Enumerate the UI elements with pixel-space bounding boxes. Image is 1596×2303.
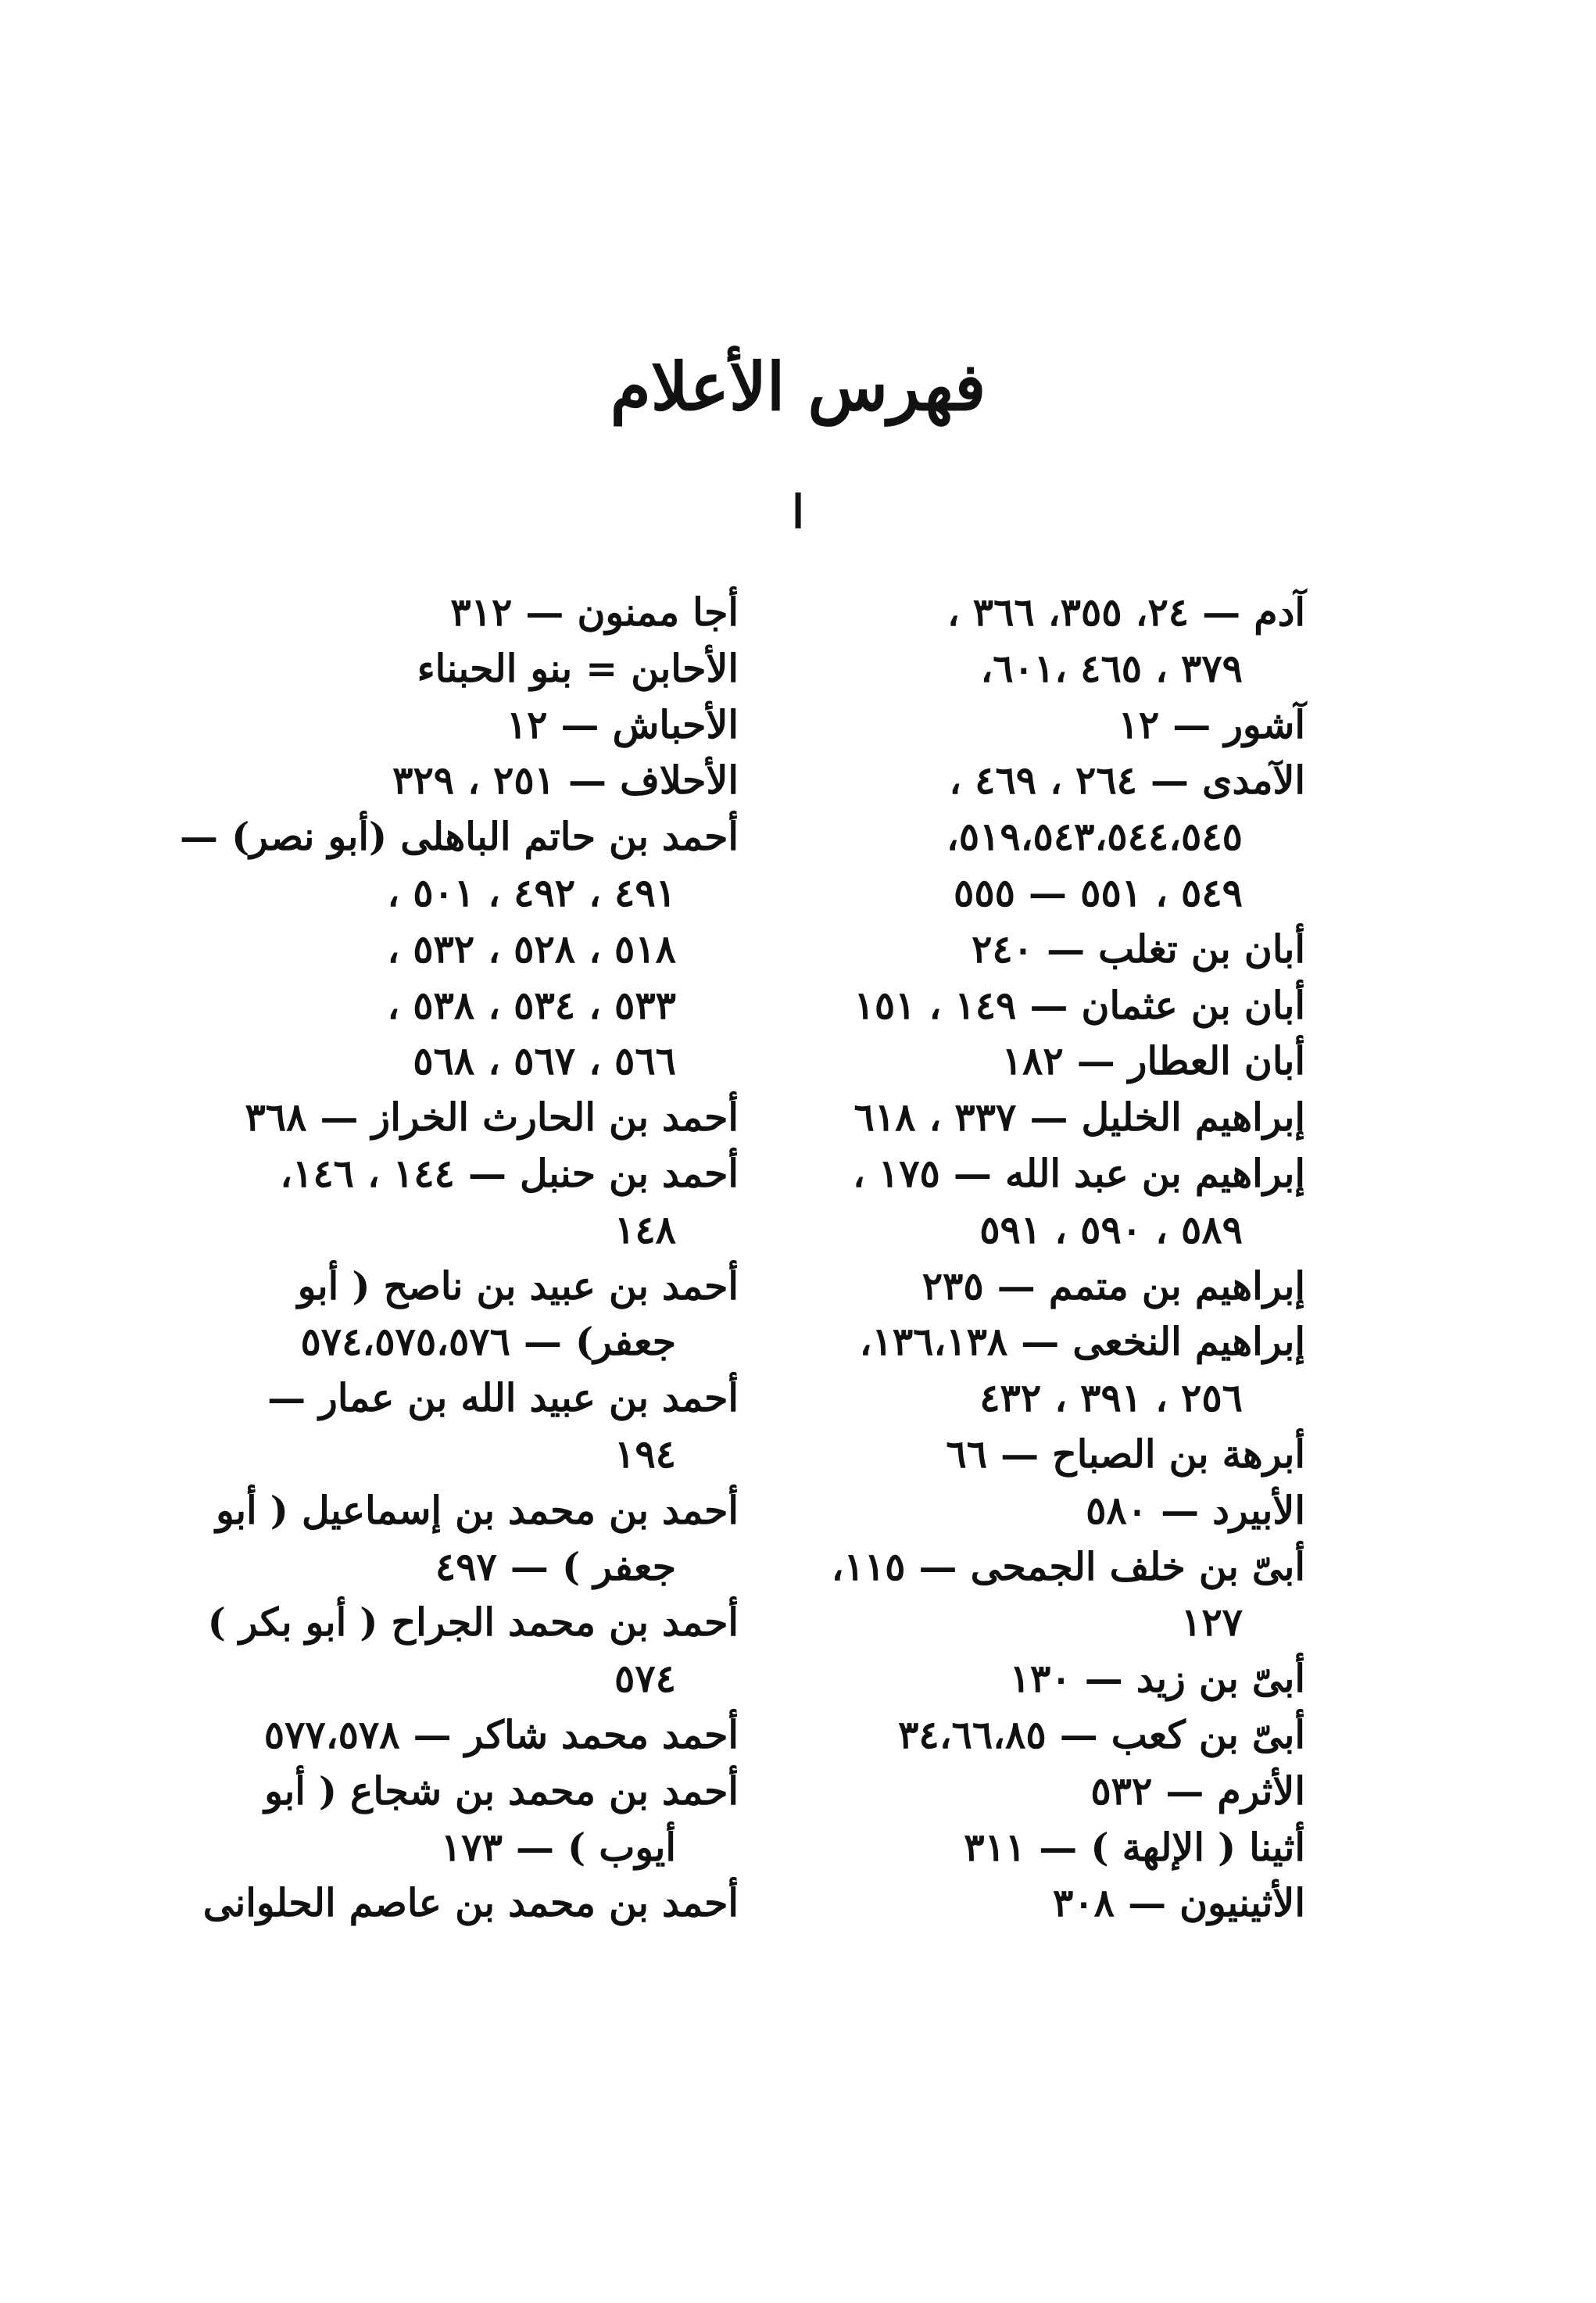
index-entry-continuation: ٥١٨ ، ٥٢٨ ، ٥٣٢ ، xyxy=(387,926,676,972)
index-entry: أبان العطار — ١٨٢ xyxy=(1001,1038,1305,1084)
index-entry-continuation: جعفر ) — ٤٩٧ xyxy=(435,1543,676,1589)
index-entry: أحمد بن حنبل — ١٤٤ ، ١٤٦، xyxy=(280,1150,739,1196)
index-entry: الأبيرد — ٥٨٠ xyxy=(1086,1487,1305,1533)
index-entry: إبراهيم الخليل — ٣٣٧ ، ٦١٨ xyxy=(853,1094,1305,1141)
index-entry-continuation: ٥٣٣ ، ٥٣٤ ، ٥٣٨ ، xyxy=(387,982,676,1028)
index-entry: آدم — ٢٤، ٣٥٥، ٣٦٦ ، xyxy=(947,589,1305,635)
index-entry-continuation: ٥٤٩ ، ٥٥١ — ٥٥٥ xyxy=(954,869,1243,915)
index-entry: أبان بن عثمان — ١٤٩ ، ١٥١ xyxy=(853,982,1305,1028)
index-entry: الأحابن = بنو الحبناء xyxy=(417,645,739,691)
index-entry: أبرهة بن الصباح — ٦٦ xyxy=(946,1431,1305,1477)
index-entry: أحمد بن عبيد الله بن عمار — xyxy=(267,1375,739,1421)
section-letter: ا xyxy=(791,485,805,539)
index-entry: آشور — ١٢ xyxy=(1118,701,1305,747)
index-entry: الأثينيون — ٣٠٨ xyxy=(1053,1880,1305,1926)
index-entry-continuation: ١٤٨ xyxy=(614,1206,676,1252)
index-entry-continuation: ٣٧٩ ، ٤٦٥ ،٦٠١، xyxy=(980,645,1243,691)
index-entry: الأحباش — ١٢ xyxy=(506,701,739,747)
index-entry: أحمد بن محمد بن إسماعيل ( أبو xyxy=(216,1487,739,1533)
index-entry-continuation: ١٩٤ xyxy=(614,1431,676,1477)
index-entry: الأحلاف — ٢٥١ ، ٣٢٩ xyxy=(392,758,739,804)
index-entry: أحمد بن عبيد بن ناصح ( أبو xyxy=(297,1263,739,1309)
index-entry: أحمد بن حاتم الباهلى (أبو نصر) — xyxy=(180,814,739,860)
index-entry-continuation: ٥١٩،٥٤٣،٥٤٤،٥٤٥، xyxy=(946,814,1243,860)
index-entry: أحمد محمد شاكر — ٥٧٧،٥٧٨ xyxy=(263,1711,739,1757)
index-entry: أحمد بن محمد بن شجاع ( أبو xyxy=(264,1768,739,1814)
index-entry: إبراهيم بن عبد الله — ١٧٥ ، xyxy=(853,1150,1305,1196)
index-column-left xyxy=(180,585,739,1932)
index-entry: أبىّ بن خلف الجمحى — ١١٥، xyxy=(831,1543,1305,1589)
index-entry-continuation: ٢٥٦ ، ٣٩١ ، ٤٣٢ xyxy=(979,1375,1243,1421)
index-entry: إبراهيم النخعى — ١٣٦،١٣٨، xyxy=(859,1319,1305,1365)
index-entry: أبىّ بن زيد — ١٣٠ xyxy=(1009,1656,1305,1702)
index-entry: الآمدى — ٢٦٤ ، ٤٦٩ ، xyxy=(949,758,1305,804)
index-entry: أحمد بن الحارث الخراز — ٣٦٨ xyxy=(245,1094,739,1141)
index-entry-continuation: ٥٨٩ ، ٥٩٠ ، ٥٩١ xyxy=(979,1206,1243,1252)
index-entry-continuation: ١٢٧ xyxy=(1181,1599,1243,1646)
index-entry: إبراهيم بن متمم — ٢٣٥ xyxy=(921,1263,1305,1309)
index-entry: أثينا ( الإلهة ) — ٣١١ xyxy=(964,1824,1305,1870)
index-entry-continuation: ٥٦٦ ، ٥٦٧ ، ٥٦٨ xyxy=(413,1038,676,1084)
index-entry-continuation: جعفر) — ٥٧٤،٥٧٥،٥٧٦ xyxy=(300,1319,676,1365)
index-entry-continuation: ٤٩١ ، ٤٩٢ ، ٥٠١ ، xyxy=(387,869,676,915)
index-column-right xyxy=(831,585,1305,1932)
index-entry: أبىّ بن كعب — ٣٤،٦٦،٨٥ xyxy=(898,1711,1305,1757)
index-entry-continuation: ٥٧٤ xyxy=(614,1656,676,1702)
index-entry: أحمد بن محمد الجراح ( أبو بكر ) xyxy=(207,1599,739,1646)
index-entry: أجا ممنون — ٣١٢ xyxy=(450,589,739,635)
index-entry: أبان بن تغلب — ٢٤٠ xyxy=(972,926,1305,972)
index-entry: أحمد بن محمد بن عاصم الحلوانى xyxy=(202,1880,739,1926)
page-title: فهرس الأعلام xyxy=(610,348,986,425)
index-entry-continuation: أيوب ) — ١٧٣ xyxy=(440,1824,676,1870)
index-entry: الأثرم — ٥٣٢ xyxy=(1090,1768,1305,1814)
